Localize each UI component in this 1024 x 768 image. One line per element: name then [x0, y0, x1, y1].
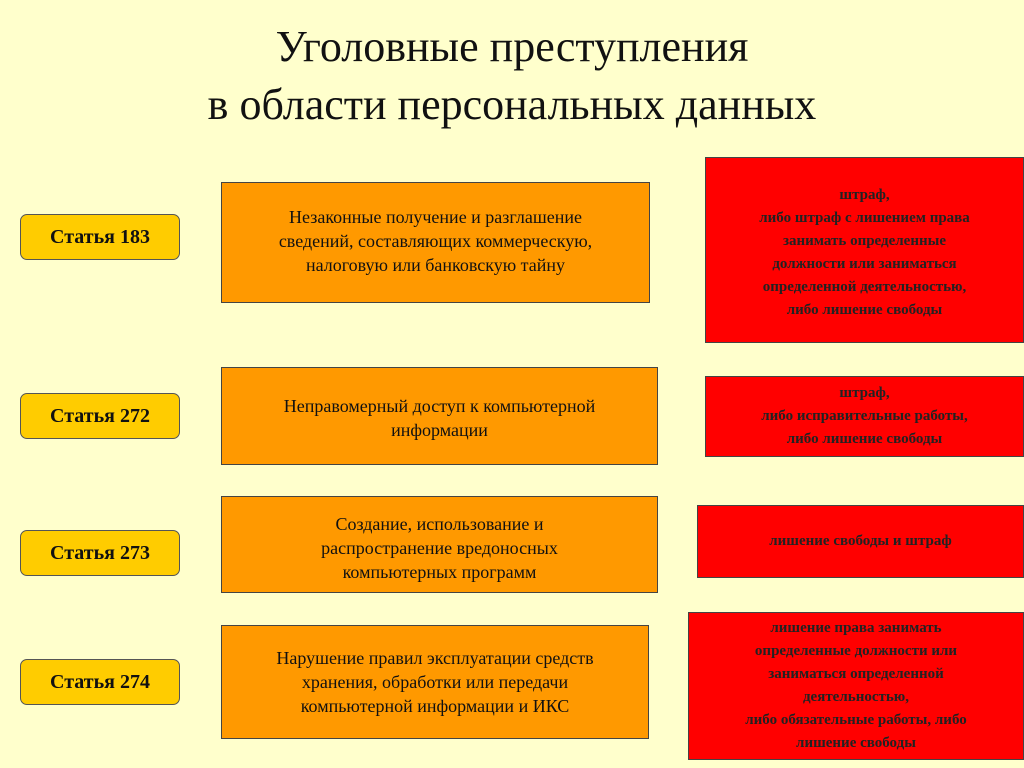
title-line-1: Уголовные преступления — [275, 22, 749, 71]
penalty-272-box — [705, 376, 1024, 457]
penalty-183-line: определенной деятельностью, — [762, 279, 967, 295]
penalty-273-box — [697, 505, 1024, 578]
penalty-272-line: либо лишение свободы — [786, 431, 943, 447]
crime-183-line: Незаконные получение и разглашение — [289, 207, 582, 227]
penalty-183-box — [705, 157, 1024, 343]
article-273-label: Статья 273 — [20, 530, 180, 576]
crime-273-line: распространение вредоносных — [321, 538, 558, 558]
crime-273-box — [221, 496, 658, 593]
crime-183-line: налоговую или банковскую тайну — [305, 255, 566, 275]
crime-274-line: хранения, обработки или передачи — [301, 672, 569, 692]
crime-183-line: сведений, составляющих коммерческую, — [278, 231, 593, 251]
penalty-274-line: лишение права занимать — [770, 620, 942, 636]
crime-272-line: Неправомерный доступ к компьютерной — [283, 396, 596, 416]
page-title — [0, 18, 1024, 134]
penalty-272-line: либо исправительные работы, — [761, 408, 968, 424]
penalty-274-line: либо обязательные работы, либо — [745, 712, 967, 728]
penalty-274-line: заниматься определенной — [768, 666, 944, 682]
article-183-label: Статья 183 — [20, 214, 180, 260]
article-274-label: Статья 274 — [20, 659, 180, 705]
penalty-274-line: лишение свободы — [796, 735, 916, 751]
crime-273-line: компьютерных программ — [342, 562, 537, 582]
penalty-183-line: должности или заниматься — [772, 256, 957, 272]
article-272-label: Статья 272 — [20, 393, 180, 439]
crime-272-box — [221, 367, 658, 465]
penalty-274-line: деятельностью, — [802, 689, 910, 705]
penalty-183-line: штраф, — [839, 187, 890, 203]
penalty-273-line: лишение свободы и штраф — [769, 533, 952, 549]
penalty-274-line: определенные должности или — [754, 643, 958, 659]
penalty-272-line: штраф, — [839, 385, 890, 401]
crime-183-box — [221, 182, 650, 303]
title-line-2: в области персональных данных — [207, 80, 817, 129]
crime-274-line: Нарушение правил эксплуатации средств — [276, 648, 594, 668]
penalty-183-line: либо штраф с лишением права — [759, 210, 970, 226]
crime-273-line: Создание, использование и — [335, 514, 544, 534]
penalty-274-box — [688, 612, 1024, 760]
penalty-183-line: занимать определенные — [782, 233, 946, 249]
penalty-183-line: либо лишение свободы — [786, 302, 943, 318]
crime-274-line: компьютерной информации и ИКС — [300, 696, 570, 716]
crime-274-box — [221, 625, 649, 739]
crime-272-line: информации — [391, 420, 488, 440]
